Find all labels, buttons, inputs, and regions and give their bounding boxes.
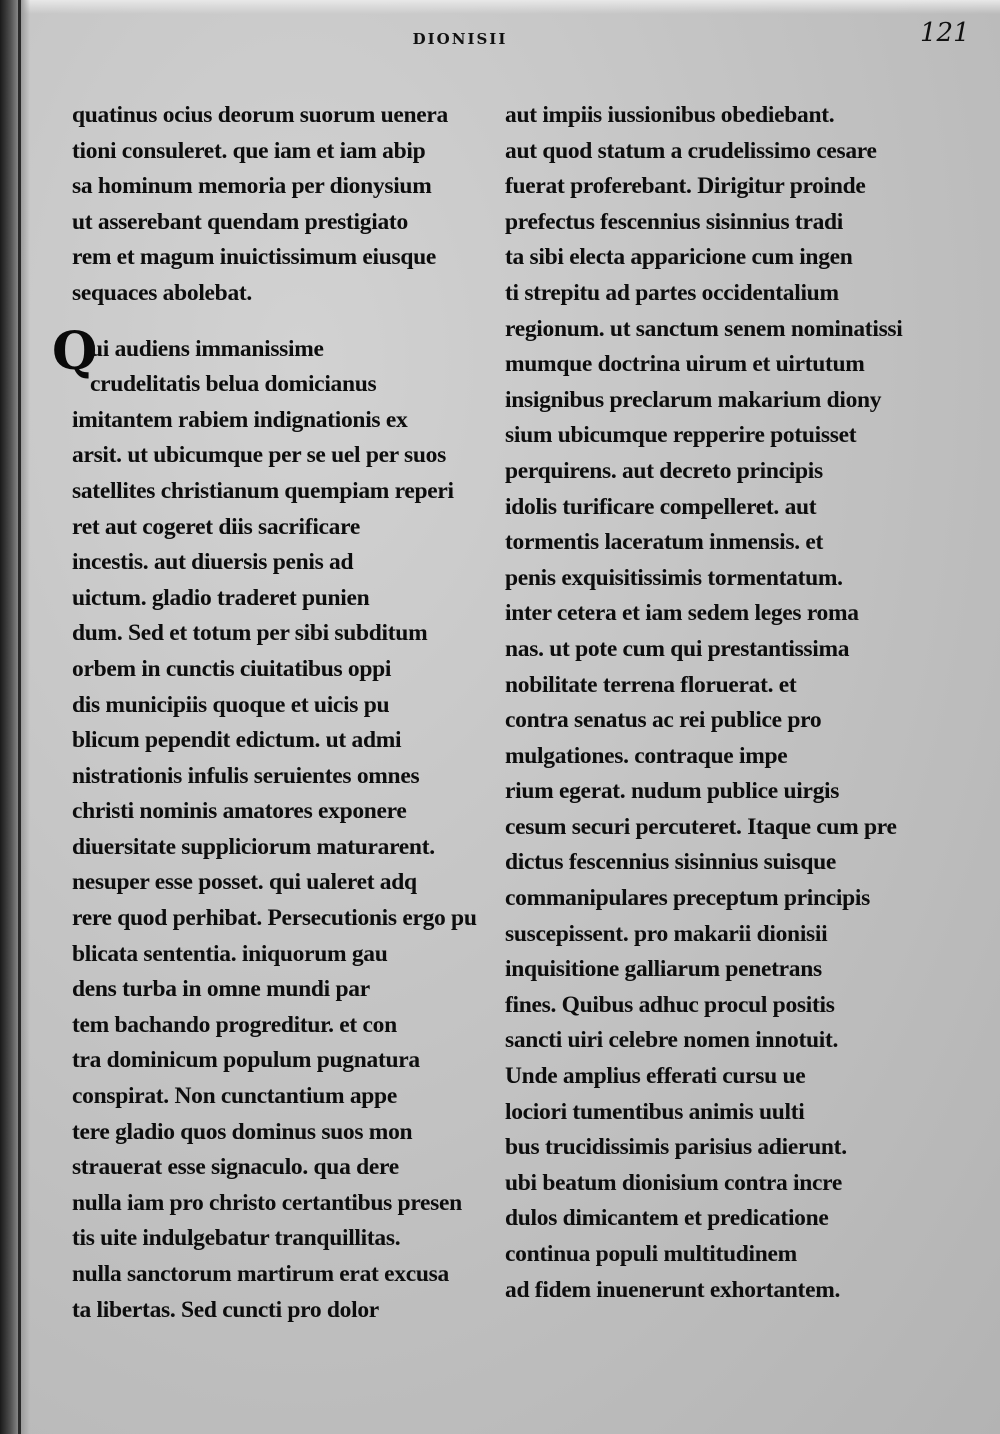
text-line: satellites christianum quempiam reperi <box>72 477 454 504</box>
text-line: dum. Sed et totum per sibi subditum <box>72 620 428 647</box>
text-line: christi nominis amatores exponere <box>72 798 407 825</box>
text-line: tioni consuleret. que iam et iam abip <box>72 137 426 164</box>
text-line: suscepissent. pro makarii dionisii <box>505 920 828 947</box>
text-line: inquisitione galliarum penetrans <box>505 956 822 983</box>
right-text-column <box>505 98 925 1308</box>
text-line: dens turba in omne mundi par <box>72 976 370 1003</box>
text-line: rere quod perhibat. Persecutionis ergo pu <box>72 905 477 932</box>
text-line: aut impiis iussionibus obediebant. <box>505 102 835 128</box>
text-line: tormentis laceratum inmensis. et <box>505 529 824 556</box>
text-line: imitantem rabiem indignationis ex <box>72 406 408 433</box>
text-line: ad fidem inuenerunt exhortantem. <box>505 1276 841 1303</box>
text-line: nulla sanctorum martirum erat excusa <box>72 1261 449 1287</box>
text-line: rium egerat. nudum publice uirgis <box>505 778 840 805</box>
text-line: tis uite indulgebatur tranquillitas. <box>72 1225 401 1252</box>
text-line: lociori tumentibus animis uulti <box>505 1098 805 1125</box>
text-line: ui audiens immanissime <box>90 335 324 362</box>
text-line: ta sibi electa apparicione cum ingen <box>505 244 853 271</box>
text-line: rem et magum inuictissimum eiusque <box>72 244 437 271</box>
left-text-column <box>72 98 492 1328</box>
text-line: inter cetera et iam sedem leges roma <box>505 600 859 627</box>
binding-line <box>18 0 21 1434</box>
text-line: perquirens. aut decreto principis <box>505 457 823 484</box>
text-line: mumque doctrina uirum et uirtutum <box>505 351 865 378</box>
text-line: strauerat esse signaculo. qua dere <box>72 1154 399 1181</box>
text-line: nobilitate terrena floruerat. et <box>505 671 797 698</box>
text-line: prefectus fescennius sisinnius tradi <box>505 208 844 235</box>
text-line: ta libertas. Sed cuncti pro dolor <box>72 1296 379 1323</box>
text-line: blicum pependit edictum. ut admi <box>72 727 402 754</box>
decorated-initial: Q <box>52 321 98 382</box>
text-line: ubi beatum dionisium contra incre <box>505 1169 842 1196</box>
page-top-edge <box>0 0 1000 14</box>
folio-number: 121 <box>920 18 970 48</box>
text-line: sancti uiri celebre nomen innotuit. <box>505 1027 839 1054</box>
text-line: insignibus preclarum makarium diony <box>505 386 882 413</box>
text-line: tem bachando progreditur. et con <box>72 1011 397 1038</box>
text-line: nesuper esse posset. qui ualeret adq <box>72 869 417 896</box>
text-line: Unde amplius efferati cursu ue <box>505 1063 806 1090</box>
text-line: quatinus ocius deorum suorum uenera <box>72 102 448 128</box>
text-line: nas. ut pote cum qui prestantissima <box>505 635 850 662</box>
text-line: uictum. gladio traderet punien <box>72 584 370 611</box>
text-line: conspirat. Non cunctantium appe <box>72 1083 397 1110</box>
text-line: sa hominum memoria per dionysium <box>72 173 432 200</box>
text-line: sium ubicumque repperire potuisset <box>505 422 857 449</box>
text-line: blicata sententia. iniquorum gau <box>72 940 388 967</box>
text-line: orbem in cunctis ciuitatibus oppi <box>72 655 392 682</box>
text-line: ret aut cogeret diis sacrificare <box>72 513 360 540</box>
text-line: nistrationis infulis seruientes omnes <box>72 762 420 789</box>
text-line: continua populi multitudinem <box>505 1241 797 1267</box>
text-line: commanipulares preceptum principis <box>505 885 870 912</box>
text-line: fines. Quibus adhuc procul positis <box>505 991 835 1018</box>
text-line: incestis. aut diuersis penis ad <box>72 549 354 576</box>
text-line: regionum. ut sanctum senem nominatissi <box>505 315 903 342</box>
text-line: diuersitate suppliciorum maturarent. <box>72 833 435 860</box>
text-line: nulla iam pro christo certantibus presen <box>72 1189 462 1216</box>
running-title: DIONISII <box>412 30 508 48</box>
text-line: dictus fescennius sisinnius suisque <box>505 849 837 876</box>
text-line: ut asserebant quendam prestigiato <box>72 208 408 235</box>
text-line: mulgationes. contraque impe <box>505 742 788 769</box>
text-line: aut quod statum a crudelissimo cesare <box>505 137 877 164</box>
text-line: fuerat proferebant. Dirigitur proinde <box>505 173 866 200</box>
text-line: penis exquisitissimis tormentatum. <box>505 564 843 591</box>
text-line: idolis turificare compelleret. aut <box>505 493 817 520</box>
text-line: contra senatus ac rei publice pro <box>505 707 822 734</box>
text-line: sequaces abolebat. <box>72 279 252 306</box>
text-line: ti strepitu ad partes occidentalium <box>505 279 839 306</box>
text-line: bus trucidissimis parisius adierunt. <box>505 1134 847 1161</box>
text-line: dis municipiis quoque et uicis pu <box>72 691 390 718</box>
text-line: crudelitatis belua domicianus <box>90 371 377 398</box>
text-line <box>72 312 492 332</box>
text-line: dulos dimicantem et predicatione <box>505 1205 829 1232</box>
text-line: cesum securi percuteret. Itaque cum pre <box>505 813 897 840</box>
text-line: tra dominicum populum pugnatura <box>72 1047 420 1074</box>
text-line: tere gladio quos dominus suos mon <box>72 1118 413 1145</box>
text-line: arsit. ut ubicumque per se uel per suos <box>72 442 446 469</box>
binding-gutter <box>0 0 30 1434</box>
